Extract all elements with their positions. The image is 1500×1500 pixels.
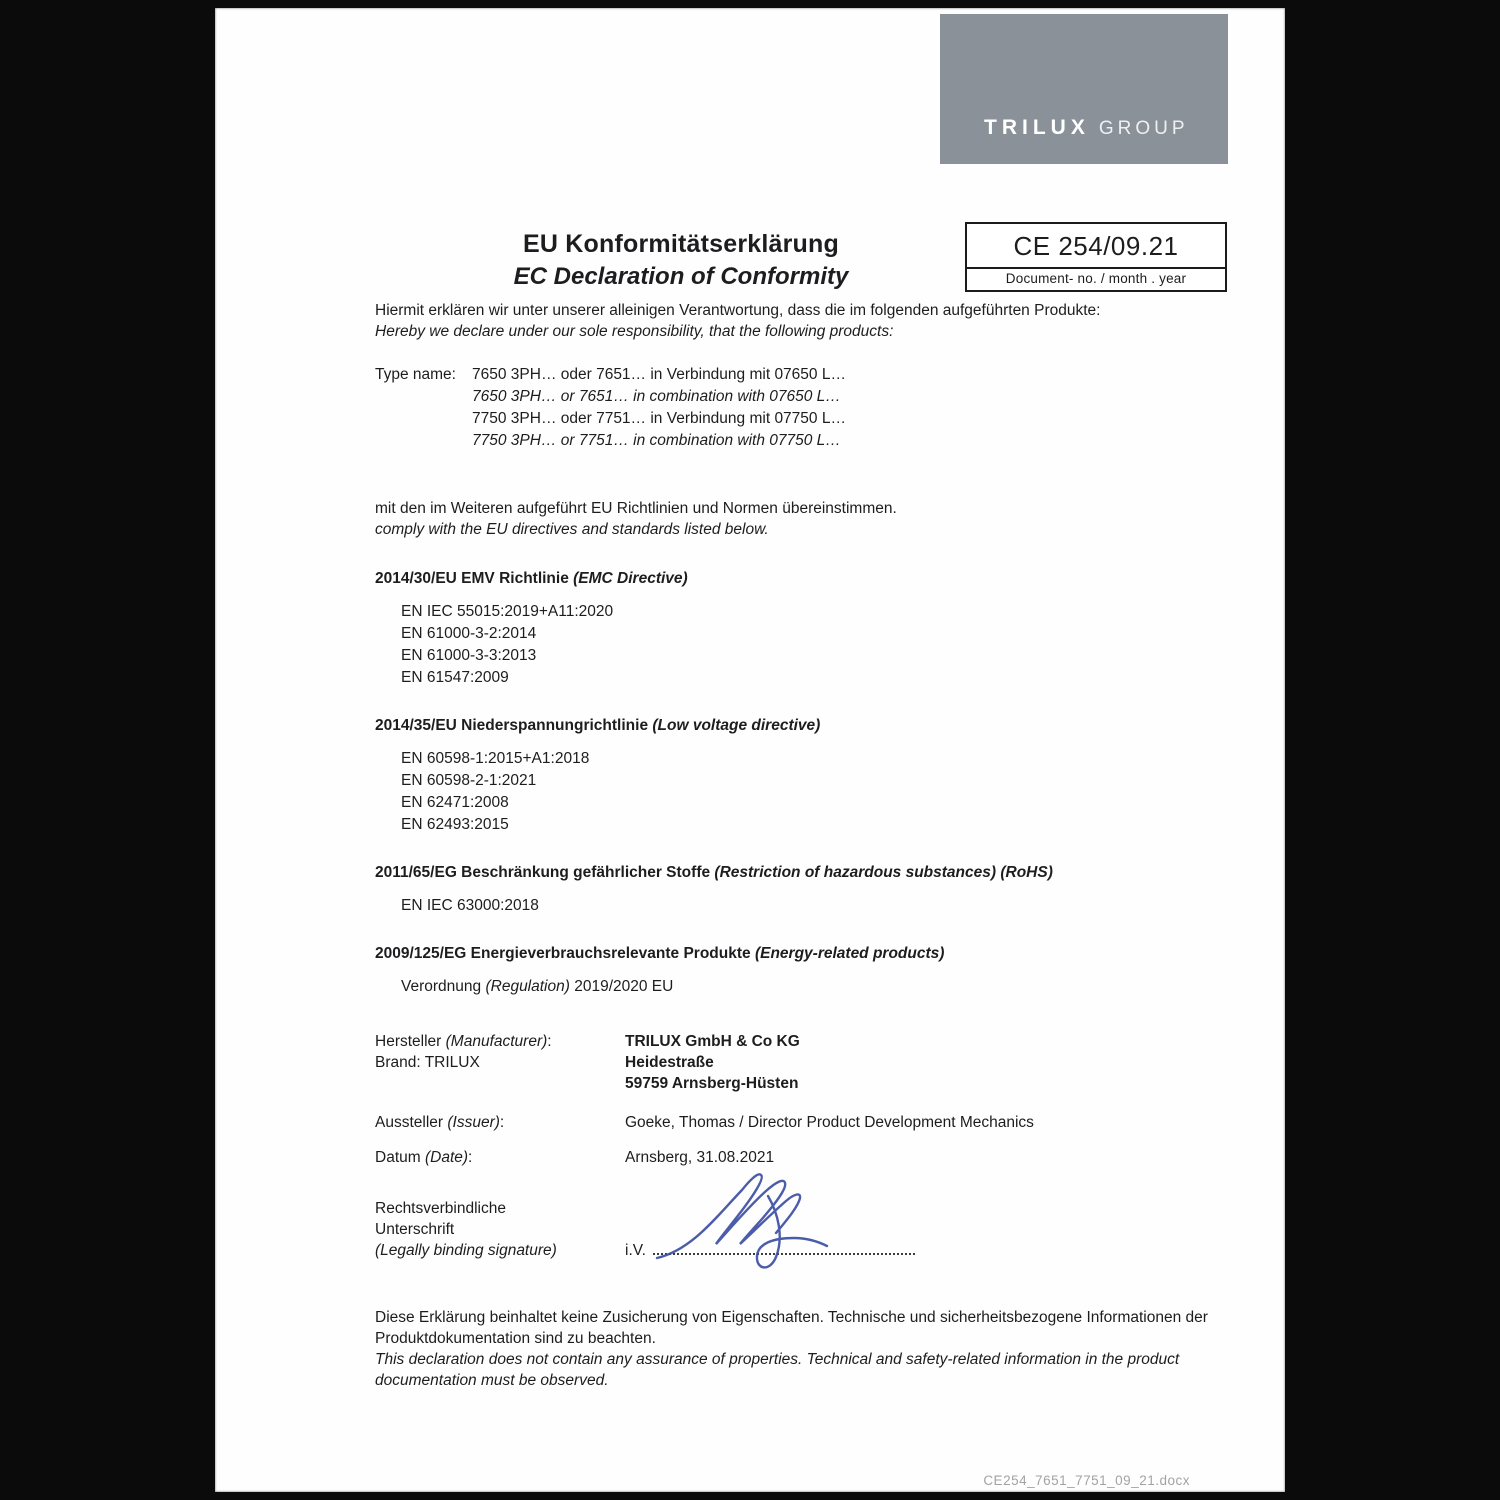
type-name-label: Type name: (375, 366, 456, 383)
signature-prefix: i.V. (625, 1242, 646, 1259)
signature-area (625, 1240, 1230, 1261)
intro-german: Hiermit erklären wir unter unserer alleinigen Verantwortung, dass die im folgenden aufgeführten Produkte: (375, 302, 1101, 319)
regulation-italic: (Regulation) (485, 978, 570, 995)
regulation-line (401, 976, 1230, 997)
signature-labels (375, 1198, 625, 1261)
issuer-row (375, 1112, 1230, 1133)
section-title-de: 2009/125/EG Energieverbrauchsrelevante Produkte (375, 945, 755, 962)
document-number: CE 254/09.21 (1013, 231, 1179, 261)
document-title (483, 230, 879, 291)
standard-item: EN 61000-3-2:2014 (401, 625, 537, 642)
section-heading-emc (375, 568, 1230, 589)
document-page (215, 8, 1285, 1492)
standard-item: EN 62471:2008 (401, 794, 509, 811)
standard-item: EN IEC 63000:2018 (401, 897, 539, 914)
manufacturer-name: TRILUX GmbH & Co KG (625, 1033, 800, 1050)
intro-paragraph (375, 300, 1230, 342)
signature-dotted-line (653, 1241, 915, 1255)
manufacturer-street: Heidestraße (625, 1054, 714, 1071)
section-heading-lvd (375, 715, 1230, 736)
standards-list-lvd (401, 748, 1230, 836)
comply-german: mit den im Weiteren aufgeführt EU Richtlinien und Normen übereinstimmen. (375, 500, 897, 517)
date-label: Datum (Date): (375, 1149, 473, 1166)
manufacturer-label: Hersteller (Manufacturer): (375, 1033, 552, 1050)
disclaimer-german: Diese Erklärung beinhaltet keine Zusicherung von Eigenschaften. Technische und sicherheitsbezogene Informationen der Produktdokumentation sind zu beachten. (375, 1309, 1208, 1347)
manufacturer-city: 59759 Arnsberg-Hüsten (625, 1075, 799, 1092)
handwritten-signature (647, 1160, 887, 1278)
section-title-en: (EMC Directive) (573, 570, 688, 587)
signature-block (375, 1198, 1230, 1261)
disclaimer (375, 1307, 1210, 1391)
brand-line: Brand: TRILUX (375, 1054, 480, 1071)
signature-label-de-1: Rechtsverbindliche (375, 1200, 506, 1217)
section-heading-rohs (375, 862, 1230, 883)
disclaimer-english: This declaration does not contain any assurance of properties. Technical and safety-related information in the product documentation must be observed. (375, 1351, 1180, 1389)
standards-list-emc (401, 601, 1230, 689)
standard-item: EN IEC 55015:2019+A11:2020 (401, 603, 614, 620)
standard-item: EN 61547:2009 (401, 669, 509, 686)
section-title-de: 2011/65/EG Beschränkung gefährlicher Stoffe (375, 864, 715, 881)
standard-item: EN 62493:2015 (401, 816, 509, 833)
signature-label-de-2: Unterschrift (375, 1221, 455, 1238)
comply-paragraph (375, 498, 1230, 540)
section-title-de: 2014/30/EU EMV Richtlinie (375, 570, 574, 587)
standard-item: EN 60598-1:2015+A1:2018 (401, 750, 590, 767)
section-title-en: (Restriction of hazardous substances) (RoHS) (714, 864, 1053, 881)
standard-item: EN 60598-2-1:2021 (401, 772, 537, 789)
regulation-pre: Verordnung (401, 978, 486, 995)
manufacturer-labels (375, 1031, 625, 1094)
type-name-lines (472, 364, 846, 452)
document-body (375, 300, 1230, 1391)
logo-suffix-text: GROUP (1098, 118, 1189, 139)
manufacturer-address (625, 1031, 1230, 1094)
date-value: Arnsberg, 31.08.2021 (625, 1149, 775, 1166)
section-heading-erp (375, 943, 1230, 964)
standards-list-rohs (401, 895, 1230, 917)
issuer-label: Aussteller (Issuer): (375, 1114, 505, 1131)
standard-item: EN 61000-3-3:2013 (401, 647, 537, 664)
trilux-group-logo (940, 14, 1228, 164)
section-title-de: 2014/35/EU Niederspannungrichtlinie (375, 717, 653, 734)
type-line: 7650 3PH… oder 7651… in Verbindung mit 07650 L… (472, 366, 846, 383)
comply-english: comply with the EU directives and standards listed below. (375, 521, 769, 538)
signature-label-en: (Legally binding signature) (375, 1242, 557, 1259)
document-number-box (965, 222, 1227, 292)
logo-brand-text: TRILUX (984, 116, 1090, 139)
regulation-post: 2019/2020 EU (569, 978, 674, 995)
section-title-en: (Energy-related products) (754, 945, 945, 962)
date-row (375, 1147, 1230, 1168)
section-title-en: (Low voltage directive) (652, 717, 821, 734)
issuer-value: Goeke, Thomas / Director Product Development Mechanics (625, 1114, 1034, 1131)
type-line: 7650 3PH… or 7651… in combination with 07650 L… (472, 388, 841, 405)
type-name-block (375, 364, 1230, 452)
file-reference: CE254_7651_7751_09_21.docx (983, 1473, 1190, 1488)
document-number-caption: Document- no. / month . year (967, 267, 1225, 290)
title-german: EU Konformitätserklärung (523, 230, 839, 258)
type-line: 7750 3PH… or 7751… in combination with 07750 L… (472, 432, 841, 449)
title-english: EC Declaration of Conformity (513, 263, 849, 290)
intro-english: Hereby we declare under our sole responsibility, that the following products: (375, 323, 894, 340)
type-line: 7750 3PH… oder 7751… in Verbindung mit 07750 L… (472, 410, 846, 427)
manufacturer-row (375, 1031, 1230, 1094)
